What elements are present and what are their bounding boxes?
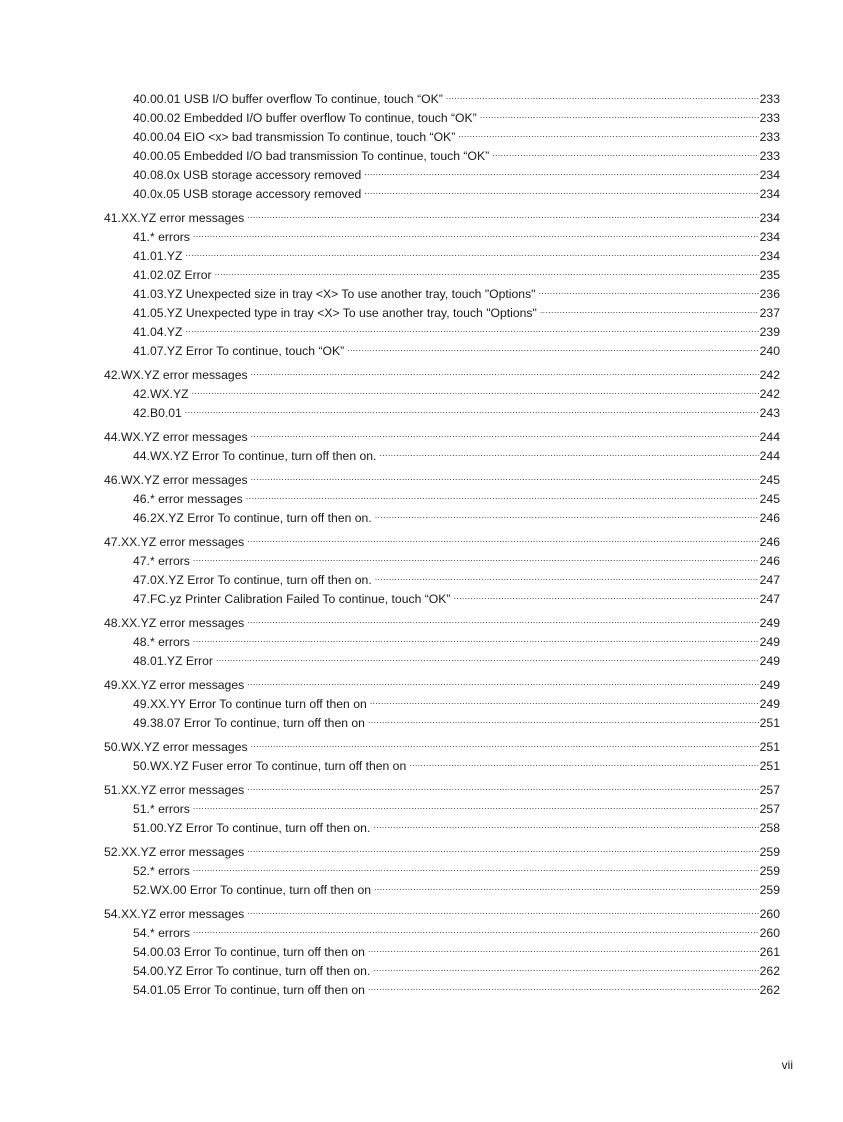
dot-leader (374, 875, 759, 894)
toc-entry[interactable] (104, 379, 780, 401)
toc-section (104, 670, 780, 730)
toc-section (104, 899, 780, 997)
dot-leader (246, 484, 759, 503)
toc-entry-title: 50.WX.YZ error messages (104, 740, 248, 754)
dot-leader (247, 899, 758, 918)
toc-section (104, 360, 780, 420)
dot-leader (251, 422, 759, 441)
toc-entry-page: 245 (759, 492, 780, 506)
toc-entry-page: 259 (759, 864, 780, 878)
toc-entry-title: 40.00.05 Embedded I/O bad transmission To continue, touch “OK” (133, 149, 490, 163)
toc-entry-title: 54.XX.YZ error messages (104, 907, 245, 921)
toc-entry-title: 52.XX.YZ error messages (104, 845, 245, 859)
toc-entry-page: 258 (759, 821, 780, 835)
toc-entry[interactable] (104, 565, 780, 587)
toc-entry-page: 246 (759, 554, 780, 568)
toc-entry-heading[interactable] (104, 465, 780, 487)
dot-leader (215, 260, 759, 279)
toc-entry-title: 41.01.YZ (133, 249, 183, 263)
toc-entry-page: 237 (759, 306, 780, 320)
toc-entry-page: 247 (759, 592, 780, 606)
toc-entry-page: 243 (759, 406, 780, 420)
toc-entry-title: 42.WX.YZ error messages (104, 368, 248, 382)
toc-entry[interactable] (104, 241, 780, 263)
toc-entry-heading[interactable] (104, 527, 780, 549)
toc-entry-page: 245 (759, 473, 780, 487)
toc-entry-page: 257 (759, 783, 780, 797)
toc-entry-title: 54.* errors (133, 926, 190, 940)
toc-entry-page: 242 (759, 387, 780, 401)
toc-entry-page: 236 (759, 287, 780, 301)
dot-leader (347, 336, 759, 355)
toc-entry-title: 46.WX.YZ error messages (104, 473, 248, 487)
toc-entry-title: 49.XX.YZ error messages (104, 678, 245, 692)
dot-leader (185, 317, 758, 336)
dot-leader (375, 503, 759, 522)
dot-leader (540, 298, 759, 317)
dot-leader (409, 751, 758, 770)
dot-leader (492, 141, 759, 160)
dot-leader (539, 279, 759, 298)
toc-entry-page: 233 (759, 149, 780, 163)
toc-entry-page: 260 (759, 907, 780, 921)
toc-entry[interactable] (104, 546, 780, 568)
dot-leader (247, 775, 758, 794)
toc-entry-page: 233 (759, 92, 780, 106)
dot-leader (375, 565, 759, 584)
dot-leader (193, 546, 759, 565)
toc-entry[interactable] (104, 317, 780, 339)
toc-entry-page: 235 (759, 268, 780, 282)
toc-entry-title: 47.0X.YZ Error To continue, turn off then on. (133, 573, 372, 587)
dot-leader (370, 689, 759, 708)
toc-entry-page: 257 (759, 802, 780, 816)
toc-section (104, 422, 780, 463)
dot-leader (193, 918, 759, 937)
toc-section (104, 837, 780, 897)
toc-entry-title: 41.05.YZ Unexpected type in tray <X> To use another tray, touch "Options" (133, 306, 537, 320)
toc-entry-page: 249 (759, 616, 780, 630)
toc-entry[interactable] (104, 84, 780, 106)
dot-leader (193, 794, 759, 813)
dot-leader (373, 813, 758, 832)
toc-entry-title: 40.00.01 USB I/O buffer overflow To continue, touch “OK” (133, 92, 443, 106)
toc-entry-title: 40.0x.05 USB storage accessory removed (133, 187, 362, 201)
toc-entry-page: 249 (759, 654, 780, 668)
toc-entry-page: 251 (759, 759, 780, 773)
dot-leader (368, 937, 759, 956)
dot-leader (247, 203, 758, 222)
toc-entry[interactable] (104, 856, 780, 878)
toc-entry-heading[interactable] (104, 732, 780, 754)
toc-entry-title: 40.08.0x USB storage accessory removed (133, 168, 362, 182)
toc-entry-title: 44.WX.YZ Error To continue, turn off then on. (133, 449, 377, 463)
toc-entry-page: 234 (759, 168, 780, 182)
toc-entry-page: 233 (759, 130, 780, 144)
toc-entry-title: 51.00.YZ Error To continue, turn off then on. (133, 821, 371, 835)
toc-entry-page: 244 (759, 449, 780, 463)
toc-entry-title: 40.00.04 EIO <x> bad transmission To continue, touch “OK” (133, 130, 456, 144)
dot-leader (453, 584, 758, 603)
toc-entry-title: 41.XX.YZ error messages (104, 211, 245, 225)
toc-entry-page: 246 (759, 511, 780, 525)
dot-leader (364, 160, 758, 179)
dot-leader (193, 627, 759, 646)
toc-entry-page: 234 (759, 230, 780, 244)
toc-entry-page: 262 (759, 964, 780, 978)
toc-entry[interactable] (104, 398, 780, 420)
toc-entry[interactable] (104, 794, 780, 816)
toc-entry[interactable] (104, 875, 780, 897)
toc-entry[interactable] (104, 918, 780, 940)
toc-entry-title: 40.00.02 Embedded I/O buffer overflow To continue, touch “OK” (133, 111, 477, 125)
toc-section (104, 527, 780, 606)
toc-entry-title: 48.* errors (133, 635, 190, 649)
toc-entry[interactable] (104, 627, 780, 649)
toc-entry-title: 52.* errors (133, 864, 190, 878)
toc-entry[interactable] (104, 646, 780, 668)
toc-entry[interactable] (104, 813, 780, 835)
toc-entry-title: 50.WX.YZ Fuser error To continue, turn off then on (133, 759, 407, 773)
toc-entry-heading[interactable] (104, 360, 780, 382)
dot-leader (458, 122, 758, 141)
toc-entry-title: 47.* errors (133, 554, 190, 568)
dot-leader (251, 732, 759, 751)
toc-section (104, 203, 780, 358)
toc-entry-page: 233 (759, 111, 780, 125)
toc-entry-title: 54.01.05 Error To continue, turn off then on (133, 983, 365, 997)
dot-leader (192, 379, 759, 398)
dot-leader (368, 975, 759, 994)
dot-leader (368, 708, 759, 727)
toc-entry-title: 41.07.YZ Error To continue, touch “OK” (133, 344, 345, 358)
table-of-contents (104, 84, 780, 999)
dot-leader (216, 646, 759, 665)
toc-entry[interactable] (104, 937, 780, 959)
toc-entry-title: 51.* errors (133, 802, 190, 816)
toc-entry-title: 46.* error messages (133, 492, 243, 506)
toc-entry-title: 54.00.YZ Error To continue, turn off then on. (133, 964, 371, 978)
dot-leader (247, 837, 758, 856)
toc-entry-page: 262 (759, 983, 780, 997)
toc-entry-page: 249 (759, 678, 780, 692)
toc-section (104, 732, 780, 773)
dot-leader (247, 670, 758, 689)
toc-entry-page: 244 (759, 430, 780, 444)
toc-entry-page: 239 (759, 325, 780, 339)
toc-entry-title: 42.WX.YZ (133, 387, 189, 401)
toc-entry-title: 48.01.YZ Error (133, 654, 213, 668)
toc-entry-title: 47.FC.yz Printer Calibration Failed To continue, touch “OK” (133, 592, 451, 606)
toc-entry-title: 41.03.YZ Unexpected size in tray <X> To use another tray, touch "Options" (133, 287, 536, 301)
dot-leader (373, 956, 758, 975)
toc-entry-page: 249 (759, 635, 780, 649)
toc-entry-title: 49.38.07 Error To continue, turn off then on (133, 716, 365, 730)
dot-leader (193, 222, 759, 241)
toc-entry-page: 259 (759, 883, 780, 897)
toc-entry-title: 41.02.0Z Error (133, 268, 212, 282)
toc-entry-page: 251 (759, 740, 780, 754)
toc-entry-title: 46.2X.YZ Error To continue, turn off then on. (133, 511, 372, 525)
toc-section (104, 608, 780, 668)
toc-entry[interactable] (104, 260, 780, 282)
toc-entry-page: 234 (759, 249, 780, 263)
toc-entry[interactable] (104, 336, 780, 358)
toc-section (104, 84, 780, 201)
dot-leader (480, 103, 759, 122)
toc-entry-title: 47.XX.YZ error messages (104, 535, 245, 549)
page-number: vii (781, 1058, 793, 1072)
dot-leader (185, 398, 759, 417)
toc-section (104, 775, 780, 835)
toc-entry-title: 42.B0.01 (133, 406, 182, 420)
dot-leader (446, 84, 759, 103)
toc-entry-page: 234 (759, 211, 780, 225)
toc-entry-heading[interactable] (104, 899, 780, 921)
dot-leader (185, 241, 758, 260)
toc-entry-page: 249 (759, 697, 780, 711)
toc-entry-page: 259 (759, 845, 780, 859)
toc-entry[interactable] (104, 222, 780, 244)
dot-leader (247, 608, 758, 627)
toc-entry-title: 51.XX.YZ error messages (104, 783, 245, 797)
toc-entry-title: 52.WX.00 Error To continue, turn off then on (133, 883, 372, 897)
toc-entry-title: 44.WX.YZ error messages (104, 430, 248, 444)
toc-entry-page: 246 (759, 535, 780, 549)
toc-entry-heading[interactable] (104, 775, 780, 797)
dot-leader (379, 441, 758, 460)
dot-leader (193, 856, 759, 875)
toc-entry-title: 49.XX.YY Error To continue turn off then on (133, 697, 367, 711)
toc-entry-heading[interactable] (104, 203, 780, 225)
toc-entry-heading[interactable] (104, 608, 780, 630)
toc-entry-page: 234 (759, 187, 780, 201)
dot-leader (251, 465, 759, 484)
dot-leader (251, 360, 759, 379)
toc-entry-heading[interactable] (104, 837, 780, 859)
toc-entry-page: 251 (759, 716, 780, 730)
toc-entry-title: 54.00.03 Error To continue, turn off then on (133, 945, 365, 959)
toc-entry-title: 41.* errors (133, 230, 190, 244)
toc-entry-heading[interactable] (104, 422, 780, 444)
toc-entry-page: 260 (759, 926, 780, 940)
toc-section (104, 465, 780, 525)
toc-entry-page: 242 (759, 368, 780, 382)
toc-entry-page: 240 (759, 344, 780, 358)
toc-entry-page: 261 (759, 945, 780, 959)
toc-entry-title: 48.XX.YZ error messages (104, 616, 245, 630)
dot-leader (247, 527, 758, 546)
dot-leader (364, 179, 758, 198)
toc-entry-page: 247 (759, 573, 780, 587)
toc-entry-heading[interactable] (104, 670, 780, 692)
toc-entry-title: 41.04.YZ (133, 325, 183, 339)
